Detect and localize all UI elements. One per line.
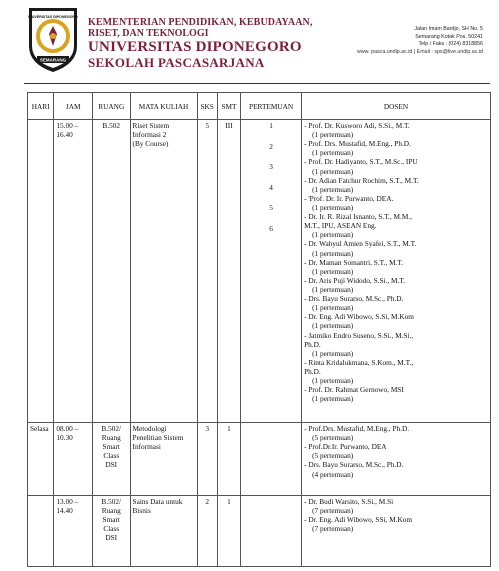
semester-cell: III — [217, 120, 240, 423]
schedule-table — [27, 92, 491, 567]
col-header-room: RUANG — [92, 93, 130, 120]
room-cell: B.502 — [92, 120, 130, 423]
address-line-4: www. pasca.undip.ac.id | Email : sps@live.undip.ac.id — [357, 49, 483, 56]
table-header-row — [28, 93, 491, 120]
meeting-cell — [241, 496, 302, 567]
table-row — [28, 496, 491, 567]
course-cell: Metodologi Penelitian Sistem Informasi — [130, 423, 197, 496]
sks-cell: 3 — [197, 423, 217, 496]
lecturer-cell: - Dr. Budi Warsito, S.Si., M.Si (7 pertemuan) - Dr. Eng. Adi Wibowo, SSi, M.Kom (7 pertemuan) — [302, 496, 491, 567]
lecturer-cell: - Prof.Drs. Mustafid, M.Eng., Ph.D. (5 pertemuan) - Prof.Dr.Ir. Purwanto, DEA (5 pertemuan) - Drs. Bayu Surarso, M.Sc., Ph.D. (4 pertemuan) — [302, 423, 491, 496]
col-header-course: MATA KULIAH — [130, 93, 197, 120]
col-header-lecturer: DOSEN — [302, 93, 491, 120]
course-cell: Riset Sistem Informasi 2 (By Course) — [130, 120, 197, 423]
header-divider — [24, 83, 490, 84]
col-header-meeting: PERTEMUAN — [241, 93, 302, 120]
address-line-3: Telp / Faks : (024) 8318856 — [418, 41, 483, 48]
ministry-line-1: KEMENTERIAN PENDIDIKAN, KEBUDAYAAN, — [88, 17, 313, 28]
time-cell: 08.00 – 10.30 — [54, 423, 93, 496]
lecturer-cell: - Prof. Dr. Kusworo Adi, S.Si., M.T. (1 pertemuan) - Prof. Drs. Mustafid, M.Eng., Ph.D. (1 pertemuan) - Prof. Dr. Hadiyanto, S.T., M.Sc., IPU (1 pertemuan) - Dr. Adian Fatchur Rochim, S.T., M.T. (1 pertemuan) - 'Prof. Dr. Ir. Purwanto, DEA. (1 pertemuan) - Dr. Ir. R. Rizal Isnanto, S.T., M.M., M.T., IPU, ASEAN Eng. (1 pertemuan) - Dr. Wahyul Amien Syafei, S.T., M.T. (1 pertemuan) - Dr. Maman Somantri, S.T., M.T. (1 pertemuan) - Dr. Aris Puji Widodo, S.Si., M.T. (1 pertemuan) - Drs. Bayu Surarso, M.Sc., Ph.D. (1 pertemuan) - Dr. Eng. Adi Wibowo, S.Si, M.Kom (1 pertemuan) - Jatmiko Endro Suseno, S.Si., M.Si., Ph.D. (1 pertemuan) - Rinta Kridalukmana, S.Kom., M.T., Ph.D. (1 pertemuan) - Prof. Dr. Rahmat Gernowo, MSI (1 pertemuan) — [302, 120, 491, 423]
course-cell: Sains Data untuk Bisnis — [130, 496, 197, 567]
room-cell: B.502/ Ruang Smart Class DSI — [92, 496, 130, 567]
room-cell: B.502/ Ruang Smart Class DSI — [92, 423, 130, 496]
institution-block — [88, 18, 312, 69]
time-cell: 13.00 – 14.40 — [54, 496, 93, 567]
logo-text-top: UNIVERSITAS DIPONEGORO — [28, 15, 78, 19]
time-cell: 15.00 – 16.40 — [54, 120, 93, 423]
sks-cell: 5 — [197, 120, 217, 423]
meeting-cell: 1 2 3 4 5 6 — [241, 120, 302, 423]
undip-seal-logo — [23, 4, 83, 74]
meeting-cell — [241, 423, 302, 496]
col-header-semester: SMT — [217, 93, 240, 120]
col-header-sks: SKS — [197, 93, 217, 120]
address-block — [357, 26, 483, 57]
letterhead — [0, 0, 499, 92]
school-name: SEKOLAH PASCASARJANA — [88, 54, 265, 70]
table-row — [28, 423, 491, 496]
address-line-1: Jalan Imam Bardjo, SH No. 5 — [414, 26, 483, 32]
university-name: UNIVERSITAS DIPONEGORO — [88, 39, 302, 55]
address-line-2: Semarang Kotak Pos. 50241 — [415, 33, 483, 40]
day-cell: Selasa — [28, 423, 54, 496]
semester-cell: 1 — [217, 423, 240, 496]
logo-text-bottom: SEMARANG — [39, 57, 67, 63]
day-cell — [28, 496, 54, 567]
table-row — [28, 120, 491, 423]
sks-cell: 2 — [197, 496, 217, 567]
col-header-day: HARI — [28, 93, 54, 120]
col-header-time: JAM — [54, 93, 93, 120]
ministry-line-2: RISET, DAN TEKNOLOGI — [88, 27, 209, 39]
semester-cell: 1 — [217, 496, 240, 567]
day-cell — [28, 120, 54, 423]
